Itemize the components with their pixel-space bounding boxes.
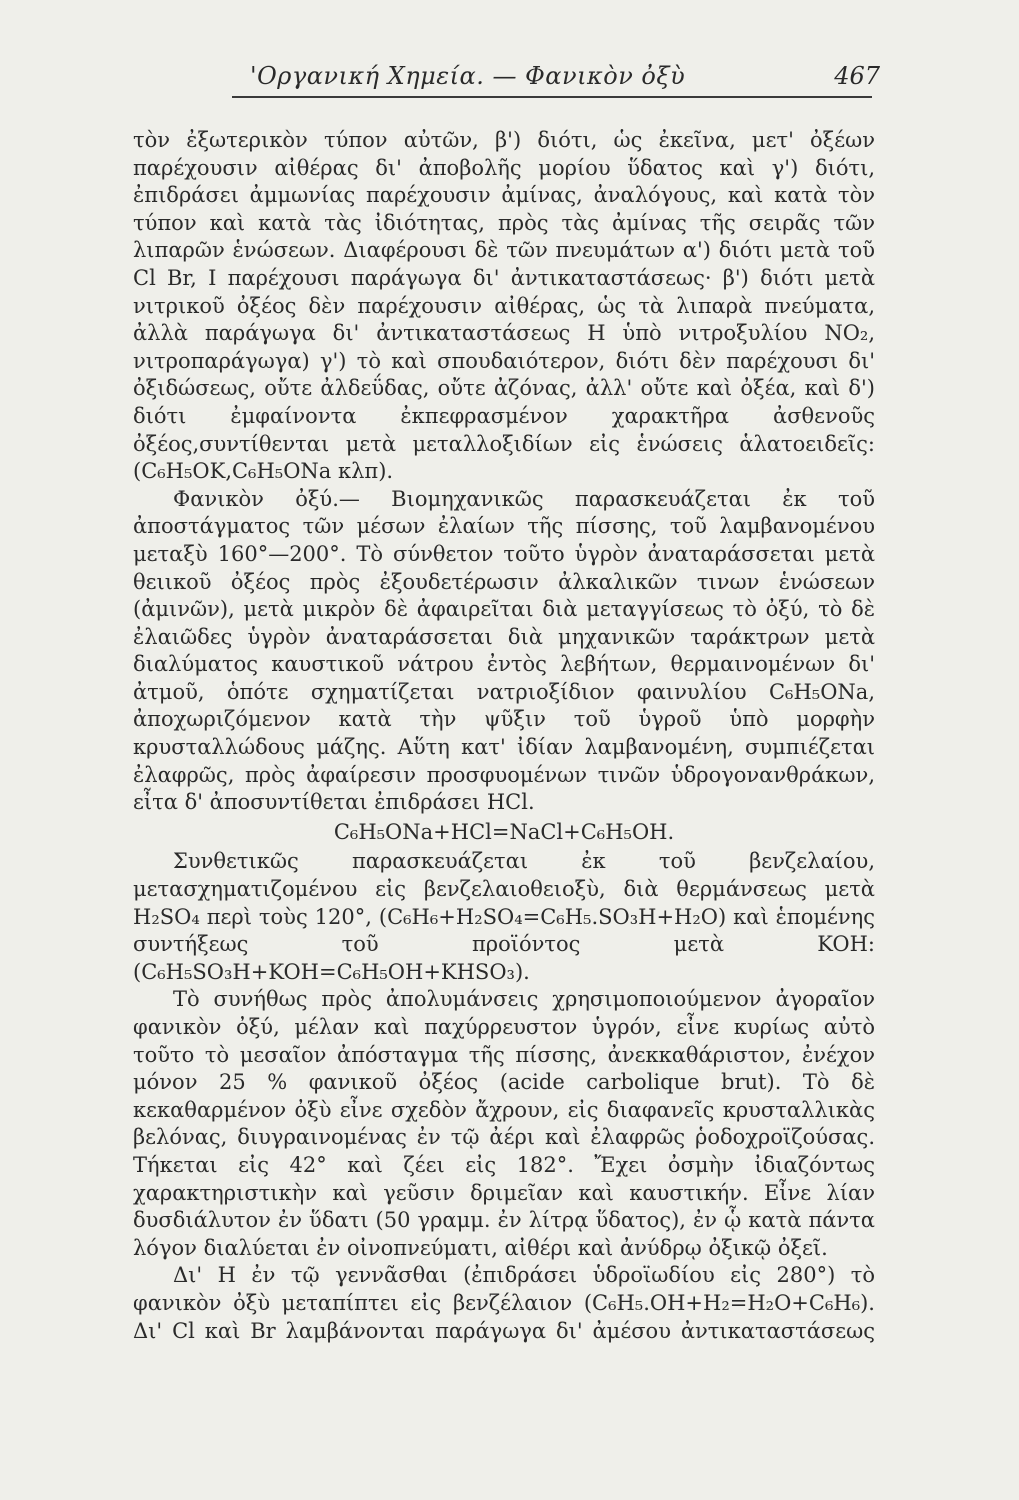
paragraph-1: τὸν ἐξωτερικὸν τύπον αὐτῶν, β') διότι, ὡς ἐκεῖνα, μετ' ὀξέων παρέχουσιν αἰθέρας δι' ἀποβολῆς μορίου ὕδατος καὶ γ') διότι, ἐπιδράσει ἀμμωνίας παρέχουσιν ἀμίνας, ἀναλόγους, καὶ κατὰ τὸν τύπον καὶ κατὰ τὰς ἰδιότητας, πρὸς τὰς ἀμίνας τῆς σειρᾶς τῶν λιπαρῶν ἑνώσεων. Διαφέρουσι δὲ τῶν πνευμάτων α') διότι μετὰ τοῦ Cl Br, I παρέχουσι παράγωγα δι' ἀντικαταστάσεως· β') διότι μετὰ νιτρικοῦ ὀξέος δὲν παρέχουσιν αἰθέρας, ὡς τὰ λιπαρὰ πνεύματα, ἀλλὰ παράγωγα δι' ἀντικαταστάσεως Η ὑπὸ νιτροξυλίου NO₂, νιτροπαράγωγα) γ') τὸ καὶ σπουδαιότερον, διότι δὲν παρέχουσι δι' ὀξιδώσεως, οὔτε ἀλδεΰδας, οὔτε ἀζόνας, ἀλλ' οὔτε καὶ ὀξέα, καὶ δ') διότι ἐμφαίνοντα ἐκπεφρασμένον χαρακτῆρα ἀσθενοῦς ὀξέος,συντίθενται μετὰ μεταλλοξιδίων εἰς ἑνώσεις ἁλατοειδεῖς: (C₆H₅OK,C₆H₅ONa κλπ). bbox=[133, 128, 875, 484]
header-rule bbox=[232, 96, 872, 98]
page-number: 467 bbox=[834, 62, 880, 90]
equation: C₆H₅ONa+HCl=NaCl+C₆H₅OH. bbox=[333, 819, 675, 844]
paragraph-4: Τὸ συνήθως πρὸς ἀπολυμάνσεις χρησιμοποιούμενον ἀγοραῖον φανικὸν ὀξύ, μέλαν καὶ παχύρρευστον ὑγρόν, εἶνε κυρίως αὐτὸ τοῦτο τὸ μεσαῖον ἀπόσταγμα τῆς πίσσης, ἀνεκκαθάριστον, ἐνέχον μόνον 25 % φανικοῦ ὀξέος (acide carbolique brut). Τὸ δὲ κεκαθαρμένον ὀξὺ εἶνε σχεδὸν ἄχρουν, εἰς διαφανεῖς κρυσταλλικὰς βελόνας, διυγραινομένας ἐν τῷ ἀέρι καὶ ἐλαφρῶς ῥοδοχροϊζούσας. Τήκεται εἰς 42° καὶ ζέει εἰς 182°. Ἔχει ὀσμὴν ἰδιαζόντως χαρακτηριστικὴν καὶ γεῦσιν δριμεῖαν καὶ καυστικήν. Εἶνε λίαν δυσδιάλυτον ἐν ὕδατι (50 γραμμ. ἐν λίτρᾳ ὕδατος), ἐν ᾧ κατὰ πάντα λόγον διαλύεται ἐν οἰνοπνεύματι, αἰθέρι καὶ ἀνύδρῳ ὀξικῷ ὀξεῖ. bbox=[133, 987, 875, 1260]
paragraph-5: Δι' H ἐν τῷ γεννᾶσθαι (ἐπιδράσει ὑδροϊωδίου εἰς 280°) τὸ φανικὸν ὀξὺ μεταπίπτει εἰς βενζέλαιον (C₆H₅.OH+H₂=H₂O+C₆H₆). Δι' Cl καὶ Br λαμβάνονται παράγωγα δι' ἀμέσου ἀντικαταστάσεως bbox=[133, 1263, 875, 1343]
page-header bbox=[230, 62, 880, 98]
paragraph-2: Φανικὸν ὀξύ.— Βιομηχανικῶς παρασκευάζεται ἐκ τοῦ ἀποστάγματος τῶν μέσων ἐλαίων τῆς πίσσης, τοῦ λαμβανομένου μεταξὺ 160°—200°. Τὸ σύνθετον τοῦτο ὑγρὸν ἀναταράσσεται μετὰ θειικοῦ ὀξέος πρὸς ἐξουδετέρωσιν ἀλκαλικῶν τινων ἑνώσεων (ἀμινῶν), μετὰ μικρὸν δὲ ἀφαιρεῖται διὰ μεταγγίσεως τὸ ὀξύ, τὸ δὲ ἐλαιῶδες ὑγρὸν ἀναταράσσεται διὰ μηχανικῶν ταράκτρων μετὰ διαλύματος καυστικοῦ νάτρου ἐντὸς λεβήτων, θερμαινομένων δι' ἀτμοῦ, ὁπότε σχηματίζεται νατριοξίδιον φαινυλίου C₆H₅ONa, ἀποχωριζόμενον κατὰ τὴν ψῦξιν τοῦ ὑγροῦ ὑπὸ μορφὴν κρυσταλλώδους μάζης. Αὕτη κατ' ἰδίαν λαμβανομένη, συμπιέζεται ἐλαφρῶς, πρὸς ἀφαίρεσιν προσφυομένων τινῶν ὑδρογονανθράκων, εἶτα δ' ἀποσυντίθεται ἐπιδράσει HCl. bbox=[133, 486, 875, 815]
paragraph-3: Συνθετικῶς παρασκευάζεται ἐκ τοῦ βενζελαίου, μετασχηματιζομένου εἰς βενζελαιοθειοξὺ, διὰ θερμάνσεως μετὰ H₂SO₄ περὶ τοὺς 120°, (C₆H₆+H₂SO₄=C₆H₅.SO₃H+H₂O) καὶ ἑπομένης συντήξεως τοῦ προϊόντος μετὰ KOH: (C₆H₅SO₃H+KOH=C₆H₅OH+KHSO₃). bbox=[133, 849, 875, 984]
text-body bbox=[133, 127, 875, 1345]
running-title: 'Οργανική Χημεία. — Φανικὸν ὀξὺ bbox=[250, 62, 686, 90]
